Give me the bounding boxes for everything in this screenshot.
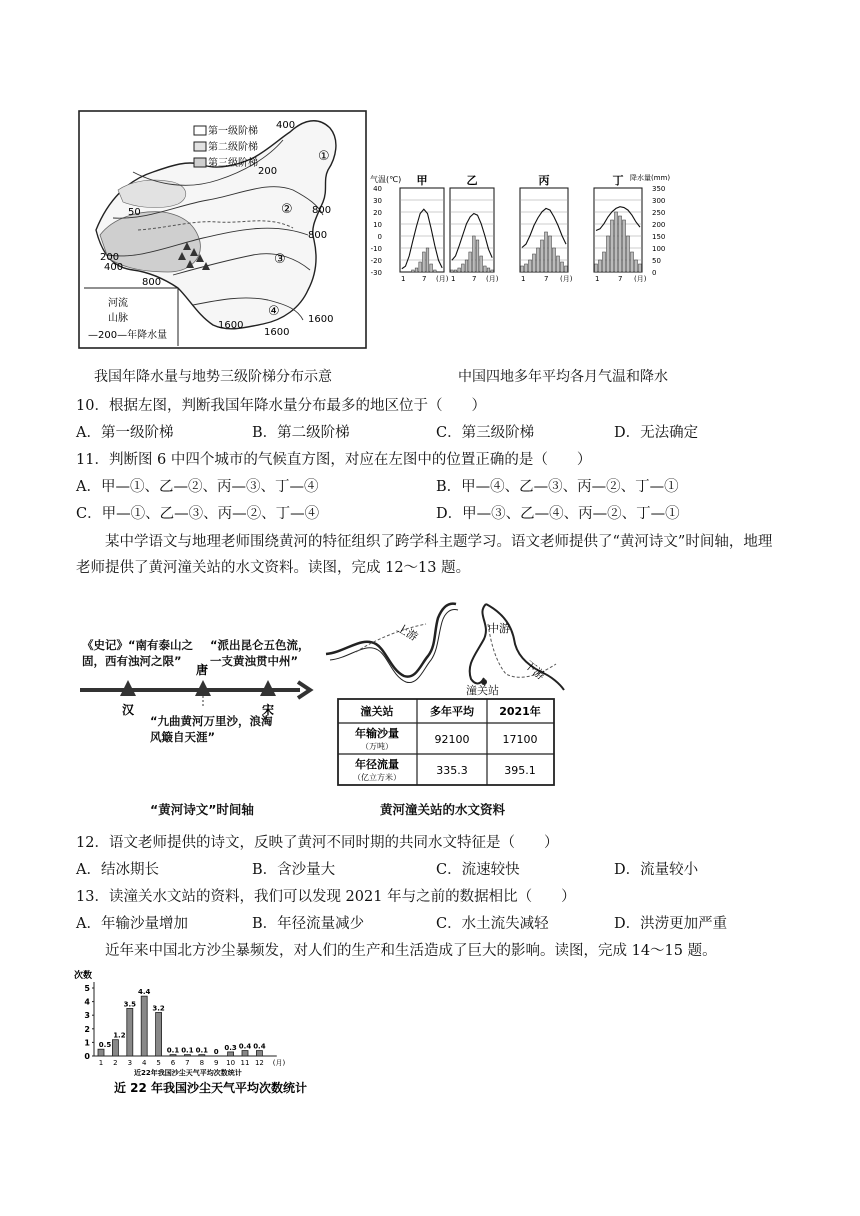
bar-value-label: 3.2 [152, 1004, 165, 1013]
precip-bar [615, 212, 618, 272]
chart-inner-title: 近22年我国沙尘天气平均次数统计 [134, 1069, 242, 1077]
precip-bar [537, 248, 540, 272]
precip-bar [412, 270, 415, 272]
precip-bar [603, 252, 606, 272]
precip-bar [419, 262, 422, 272]
q10-option-a: A．第一级阶梯 [76, 425, 174, 441]
right-tick-label: 50 [652, 257, 661, 265]
location-marker: ③ [274, 252, 286, 267]
x-tick-label: 1 [451, 275, 456, 283]
x-unit-label: (月) [436, 275, 449, 283]
table-row-unit: （万吨） [361, 742, 393, 751]
river-middle-label: 中游 [488, 622, 510, 635]
q11-option-a: A．甲—①、乙—②、丙—③、丁—④ [76, 479, 319, 495]
precip-bar [631, 252, 634, 272]
isoline-label: 200 [100, 252, 120, 263]
table-cell: 17100 [502, 733, 538, 746]
river-upper-label: 上游 [394, 621, 421, 644]
isoline-label: 800 [312, 205, 332, 216]
table-cell: 335.3 [436, 764, 468, 777]
x-tick-label: 1 [595, 275, 600, 283]
climate-panel [400, 188, 444, 272]
climate-panel-label: 丙 [538, 174, 550, 187]
right-tick-label: 100 [652, 245, 666, 253]
isoline-label: 1600 [308, 314, 334, 325]
precip-bar [529, 260, 532, 272]
legend-river: 河流 [108, 298, 128, 309]
question-12-stem: 12．语文老师提供的诗文，反映了黄河不同时期的共同水文特征是（ ） [76, 835, 559, 851]
left-tick-label: 10 [373, 221, 382, 229]
precip-bar [553, 248, 556, 272]
right-tick-label: 200 [652, 221, 666, 229]
river-lower-label: 下游 [522, 658, 548, 683]
table-header-station: 潼关站 [360, 705, 394, 718]
right-tick-label: 0 [652, 269, 657, 277]
precip-bar [635, 260, 638, 272]
x-tick-label: 9 [213, 1059, 219, 1067]
right-tick-label: 300 [652, 197, 666, 205]
right-tick-label: 150 [652, 233, 666, 241]
chart-title: 近 22 年我国沙尘天气平均次数统计 [114, 1081, 308, 1095]
q12-option-b: B．含沙量大 [252, 862, 336, 878]
bar-value-label: 0.3 [224, 1043, 237, 1052]
bar-value-label: 0.1 [166, 1046, 180, 1055]
intro-14-15: 近年来中国北方沙尘暴频发，对人们的生产和生活造成了巨大的影响。读图，完成 14～15 题。 [105, 943, 717, 959]
bar [170, 1055, 176, 1056]
bar-value-label: 0.5 [98, 1041, 112, 1050]
x-tick-label: 3 [127, 1059, 133, 1067]
x-unit-label: (月) [560, 275, 573, 283]
left-tick-label: -30 [370, 269, 382, 277]
precip-bar [487, 268, 490, 272]
precip-bar [639, 264, 642, 272]
precip-bar [426, 248, 429, 272]
precip-bar [476, 240, 479, 272]
isoline-label: 200 [258, 166, 278, 177]
q11-option-c: C．甲—①、乙—③、丙—②、丁—④ [76, 506, 320, 522]
precip-bar [623, 220, 626, 272]
bar [242, 1051, 248, 1056]
bar [228, 1052, 234, 1056]
climate-charts [368, 170, 688, 290]
x-tick-label: 7 [472, 275, 477, 283]
y-tick-label: 1 [84, 1038, 90, 1048]
precip-bar [458, 268, 461, 272]
x-tick-label: 1 [521, 275, 526, 283]
quote-tang: “派出昆仑五色流，一支黄浊贯中州” [210, 638, 310, 668]
precip-bar [561, 262, 564, 272]
precip-bar [565, 266, 568, 272]
y-tick-label: 4 [84, 997, 90, 1007]
precip-bar [415, 268, 418, 272]
x-tick-label: 10 [226, 1059, 236, 1067]
precip-bar [469, 252, 472, 272]
precip-bar [430, 264, 433, 272]
x-tick-label: 1 [98, 1059, 104, 1067]
legend-isoline: —200—年降水量 [88, 330, 168, 341]
x-tick-label: 7 [422, 275, 427, 283]
right-tick-label: 250 [652, 209, 666, 217]
precip-bar [595, 264, 598, 272]
isoline-label: 1600 [218, 320, 244, 331]
q12-option-d: D．流量较小 [614, 862, 699, 878]
precip-bar [611, 220, 614, 272]
precip-bar [484, 266, 487, 272]
bar-value-label: 0.1 [181, 1046, 194, 1055]
x-tick-label: 1 [401, 275, 406, 283]
question-13-stem: 13．读潼关水文站的资料，我们可以发现 2021 年与之前的数据相比（ ） [76, 889, 576, 905]
bar-value-label: 0.4 [253, 1042, 266, 1051]
climate-caption: 中国四地多年平均各月气温和降水 [458, 369, 668, 385]
climate-panel-label: 乙 [466, 174, 478, 187]
q12-option-c: C．流速较快 [436, 862, 520, 878]
precip-bar [473, 236, 476, 272]
x-tick-label: 4 [141, 1059, 147, 1067]
table-row-unit: （亿立方米） [353, 773, 401, 782]
precip-bar [541, 240, 544, 272]
precip-bar [451, 270, 454, 272]
right-tick-label: 350 [652, 185, 666, 193]
isoline-label: 400 [104, 262, 124, 273]
legend-item-2: 第二级阶梯 [208, 142, 258, 153]
x-unit-label: (月) [486, 275, 499, 283]
q12-option-a: A．结冰期长 [76, 862, 159, 878]
climate-panel [520, 188, 568, 272]
bar-value-label: 3.5 [123, 1000, 137, 1009]
dynasty-tang: 唐 [196, 663, 209, 677]
y-axis-label: 次数 [74, 971, 93, 981]
bar-value-label: 1.2 [113, 1031, 126, 1040]
timeline-caption: “黄河诗文”时间轴 [150, 802, 254, 817]
precip-bar [607, 236, 610, 272]
legend-item-3: 第三级阶梯 [208, 158, 258, 169]
climate-panel-label: 甲 [416, 174, 428, 187]
precip-bar [434, 270, 437, 272]
x-tick-label: 6 [170, 1059, 176, 1067]
precip-bar [462, 264, 465, 272]
location-marker: ④ [268, 304, 280, 319]
bar [141, 996, 147, 1056]
left-tick-label: 30 [373, 197, 382, 205]
y-tick-label: 5 [84, 984, 90, 993]
left-tick-label: 0 [377, 233, 382, 241]
x-tick-label: 7 [185, 1059, 190, 1067]
x-tick-label: 8 [199, 1059, 205, 1067]
hydro-table [337, 698, 555, 786]
bar [184, 1055, 190, 1056]
isoline-label: 800 [142, 277, 162, 288]
x-tick-label: 2 [113, 1059, 118, 1067]
bar [156, 1012, 162, 1056]
x-axis-unit: (月) [272, 1059, 286, 1067]
climate-panel-label: 丁 [612, 174, 624, 187]
precip-bar [480, 256, 483, 272]
precip-bar [619, 216, 622, 272]
dynasty-han: 汉 [122, 703, 135, 717]
bar-value-label: 0.1 [195, 1046, 209, 1055]
precip-bar [525, 264, 528, 272]
dynasty-song: 宋 [262, 703, 275, 717]
yellow-river-sketch [316, 594, 566, 698]
dust-weather-chart [74, 968, 334, 1098]
precip-bar [599, 260, 602, 272]
climate-panel [450, 188, 494, 272]
table-row-name: 年输沙量 [355, 727, 399, 740]
precip-bar [557, 256, 560, 272]
y-tick-label: 2 [84, 1024, 90, 1034]
isoline-label: 800 [308, 230, 328, 241]
table-row-name: 年径流量 [355, 758, 399, 771]
x-tick-label: 7 [618, 275, 623, 283]
location-marker: ① [318, 149, 330, 164]
precip-bar [533, 254, 536, 272]
q10-option-c: C．第三级阶梯 [436, 425, 535, 441]
right-axis-unit: 降水量(mm) [630, 174, 671, 182]
x-tick-label: 5 [156, 1059, 161, 1067]
q13-option-b: B．年径流量减少 [252, 916, 365, 932]
bar [127, 1008, 133, 1056]
quote-song: “九曲黄河万里沙，浪淘风簸自天涯” [150, 714, 273, 744]
isoline-label: 400 [276, 120, 296, 131]
q11-option-d: D．甲—③、乙—④、丙—②、丁—① [436, 506, 680, 522]
precip-bar [454, 270, 457, 272]
left-tick-label: 40 [373, 185, 382, 193]
left-tick-label: 20 [373, 209, 382, 217]
left-axis-unit: 气温(℃) [370, 175, 402, 184]
left-tick-label: -20 [370, 257, 382, 265]
legend-item-1: 第一级阶梯 [208, 126, 258, 137]
bar-value-label: 0 [213, 1048, 219, 1056]
left-tick-label: -10 [370, 245, 382, 253]
question-10-stem: 10．根据左图，判断我国年降水量分布最多的地区位于（ ） [76, 398, 486, 414]
y-tick-label: 0 [84, 1052, 90, 1061]
bar-value-label: 4.4 [137, 988, 151, 997]
table-header-2021: 2021年 [499, 705, 541, 718]
map-caption: 我国年降水量与地势三级阶梯分布示意 [94, 369, 332, 385]
x-tick-label: 7 [544, 275, 549, 283]
precip-bar [491, 270, 494, 272]
x-unit-label: (月) [634, 275, 647, 283]
legend-mountain: 山脉 [108, 313, 128, 324]
precip-bar [521, 266, 524, 272]
bar [256, 1051, 262, 1056]
table-header-avg: 多年平均 [430, 705, 474, 718]
precip-bar [465, 260, 468, 272]
bar [98, 1049, 104, 1056]
precip-bar [549, 236, 552, 272]
climate-panel [594, 188, 642, 272]
hydro-caption: 黄河潼关站的水文资料 [380, 802, 506, 817]
precip-bar [627, 236, 630, 272]
q10-option-d: D．无法确定 [614, 425, 699, 441]
bar [199, 1055, 205, 1056]
y-tick-label: 3 [84, 1011, 90, 1021]
intro-12-13: 某中学语文与地理老师围绕黄河的特征组织了跨学科主题学习。语文老师提供了“黄河诗文”时间轴，地理老师提供了黄河潼关站的水文资料。读图，完成 12～13 题。 [76, 534, 773, 576]
bar-value-label: 0.4 [238, 1042, 252, 1051]
x-tick-label: 12 [254, 1059, 264, 1067]
isoline-label: 1600 [264, 327, 290, 338]
q13-option-c: C．水土流失减轻 [436, 916, 549, 932]
precip-bar [423, 252, 426, 272]
location-marker: ② [281, 202, 293, 217]
q11-option-b: B．甲—④、乙—③、丙—②、丁—① [436, 479, 679, 495]
table-cell: 92100 [434, 733, 470, 746]
question-11-stem: 11．判断图 6 中四个城市的气候直方图，对应在左图中的位置正确的是（ ） [76, 452, 592, 468]
table-cell: 395.1 [504, 764, 536, 777]
x-tick-label: 11 [240, 1059, 250, 1067]
q13-option-a: A．年输沙量增加 [76, 916, 188, 932]
station-label: 潼关站 [466, 684, 499, 697]
precipitation-terrain-map [78, 110, 368, 350]
q10-option-b: B．第二级阶梯 [252, 425, 350, 441]
bar [112, 1040, 118, 1056]
precip-bar [545, 232, 548, 272]
quote-shiji: 《史记》“南有泰山之固，西有浊河之限” [82, 638, 194, 668]
isoline-label: 50 [128, 207, 141, 218]
q13-option-d: D．洪涝更加严重 [614, 916, 728, 932]
